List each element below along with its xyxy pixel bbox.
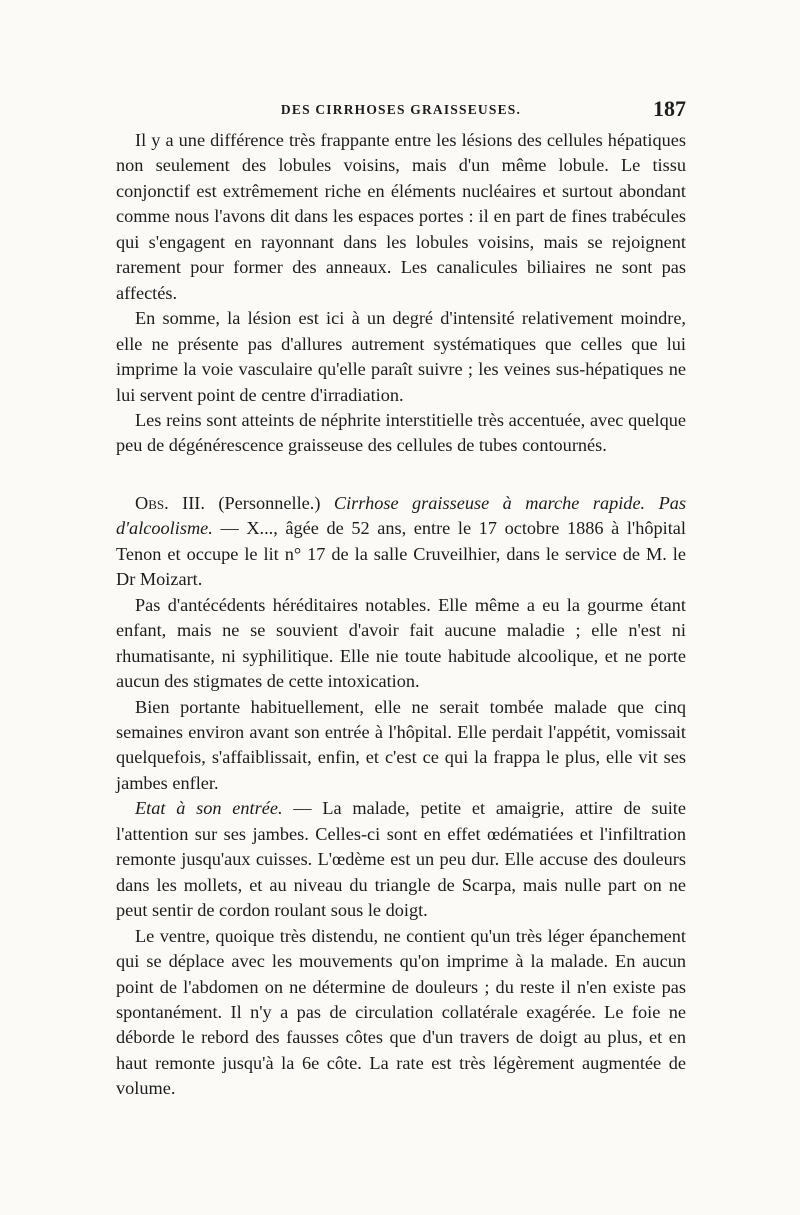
paragraph-summary: En somme, la lésion est ici à un degré d'intensité relativement moindre, elle ne présente pas d'allures autrement systématiques que celles que lui imprime la voie vasculaire qu'elle paraît suivre ; les veines sus-hépatiques ne lui servent point de centre d'irradiation. — [116, 308, 686, 405]
paragraph-history: Bien portante habituellement, elle ne serait tombée malade que cinq semaines environ avant son entrée à l'hôpital. Elle perdait l'appétit, vomissait quelquefois, s'affaiblissait, enfin, et c'est ce qui la frappa le plus, elle vit ses jambes enfler. — [116, 696, 686, 793]
observation-heading — [116, 491, 686, 593]
section-gap — [116, 459, 686, 491]
observation-subtitle: Pas d'alcoolisme. — [116, 492, 687, 539]
running-title: DES CIRRHOSES GRAISSEUSES. — [280, 102, 522, 117]
observation-label: Obs. III. — [135, 492, 205, 513]
body-text — [116, 128, 686, 1102]
page-number: 187 — [653, 96, 686, 121]
paragraph-admission-state — [116, 796, 686, 923]
admission-state-lead: Etat à son entrée. — [135, 798, 283, 819]
admission-state-text: — La malade, petite et amaigrie, attire de suite l'attention sur ses jambes. Celles-ci sont en effet œdématiées et l'infiltration remonte jusqu'aux cuisses. L'œdème est un peu dur. Elle accuse des douleurs dans les mollets, et au niveau du triangle de Scarpa, mais nulle part on ne peut sentir de cordon roulant sous le doigt. — [116, 798, 686, 921]
paragraph-kidneys: Les reins sont atteints de néphrite interstitielle très accentuée, avec quelque peu de dégénérescence graisseuse des cellules de tubes contournés. — [116, 409, 686, 456]
observation-title: Cirrhose graisseuse à marche rapide. — [333, 492, 646, 513]
observation-source: (Personnelle.) — [218, 492, 321, 513]
paragraph-abdomen: Le ventre, quoique très distendu, ne contient qu'un très léger épanchement qui se déplace avec les mouvements qu'on imprime à la malade. En aucun point de l'abdomen on ne détermine de douleurs ; du reste il n'en existe pas spontanément. Il n'y a pas de circulation collatérale exagérée. Le foie ne déborde le rebord des fausses côtes que d'un travers de doigt au plus, et en haut remonte jusqu'à la 6e côte. La rate est très légèrement augmentée de volume. — [116, 925, 686, 1099]
paragraph-cell-lesions: Il y a une différence très frappante entre les lésions des cellules hépatiques non seulement des lobules voisins, mais d'un même lobule. Le tissu conjonctif est extrêmement riche en éléments nucléaires et surtout abondant comme nous l'avons dit dans les espaces portes : il en part de fines trabécules qui s'engagent en rayonnant dans les lobules voisins, mais se rejoignent rarement pour former des anneaux. Les canalicules biliaires ne sont pas affectés. — [116, 130, 686, 303]
paragraph-antecedents: Pas d'antécédents héréditaires notables. Elle même a eu la gourme étant enfant, mais ne se souvient d'avoir fait aucune maladie ; elle n'est ni rhumatisante, ni syphilitique. Elle nie toute habitude alcoolique, et ne porte aucun des stigmates de cette intoxication. — [116, 594, 686, 692]
running-head — [116, 96, 686, 122]
observation-intro: — X..., âgée de 52 ans, entre le 17 octobre 1886 à l'hôpital Tenon et occupe le lit n° 17 de la salle Cruveilhier, dans le service de M. le Dr Moizart. — [116, 518, 687, 590]
